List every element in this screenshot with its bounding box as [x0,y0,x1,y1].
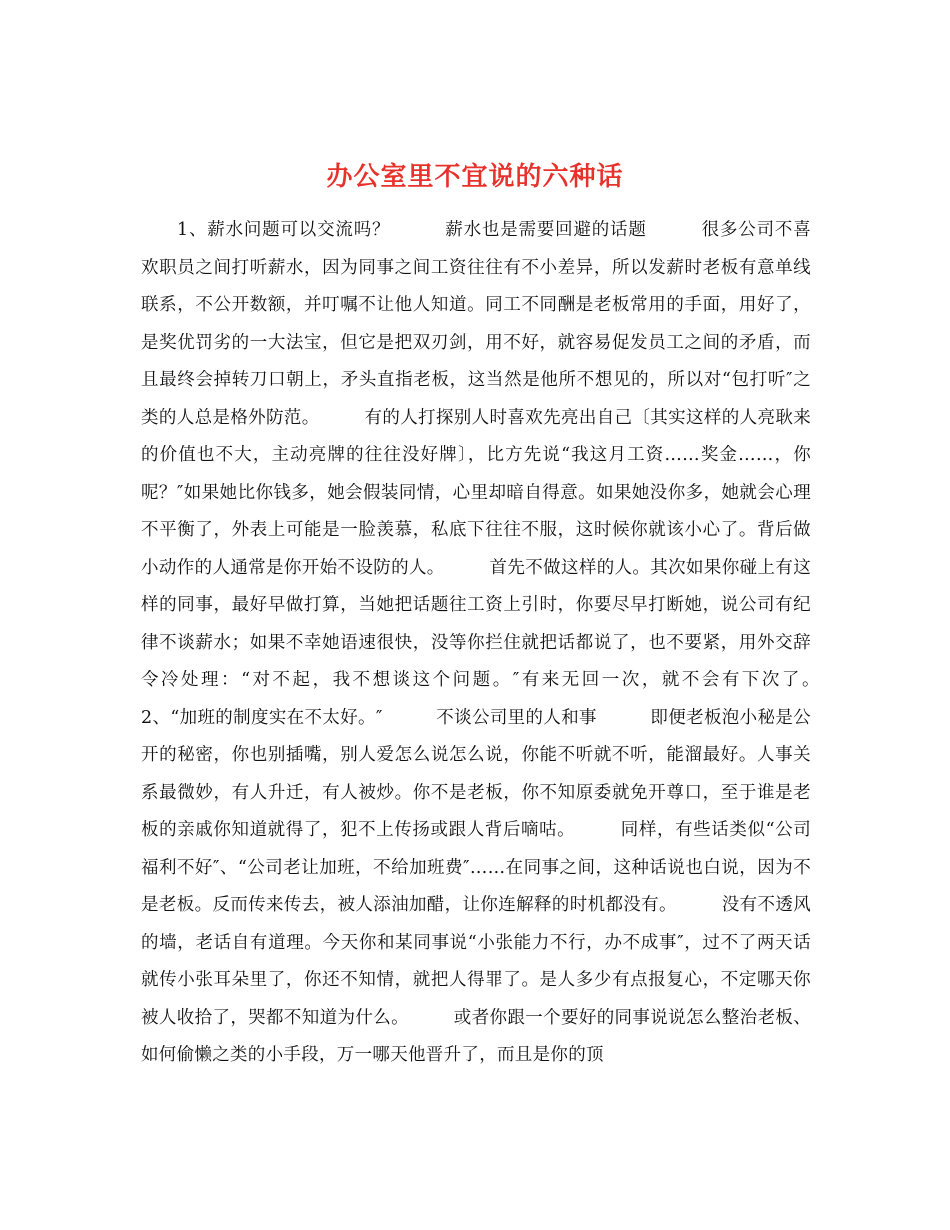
document-title: 办公室里不宜说的六种话 [326,162,624,193]
document-body: 1、薪水问题可以交流吗？ 薪水也是需要回避的话题 很多公司不喜欢职员之间打听薪水，因为同事之间工资往往有不小差异，所以发薪时老板有意单线联系，不公开数额，并叮嘱不让他人知道。同工不同酬是老板常用的手面，用好了，是奖优罚劣的一大法宝，但它是把双刃剑，用不好，就容易促发员工之间的矛盾，而且最终会掉转刀口朝上，矛头直指老板，这当然是他所不想见的，所以对“包打听″之类的人总是格外防范。 有的人打探别人时喜欢先亮出自己〔其实这样的人亮耿来的价值也不大，主动亮牌的往往没好牌〕，比方先说“我这月工资……奖金……，你呢？″如果她比你钱多，她会假装同情，心里却暗自得意。如果她没你多，她就会心理不平衡了，外表上可能是一脸羡慕，私底下往往不服，这时候你就该小心了。背后做小动作的人通常是你开始不设防的人。 首先不做这样的人。其次如果你碰上有这样的同事，最好早做打算，当她把话题往工资上引时，你要尽早打断她，说公司有纪律不谈薪水；如果不幸她语速很快，没等你拦住就把话都说了，也不要紧，用外交辞令冷处理：“对不起，我不想谈这个问题。″有来无回一次，就不会有下次了。 2、“加班的制度实在不太好。″ 不谈公司里的人和事 即便老板泡小秘是公开的秘密，你也别插嘴，别人爱怎么说怎么说，你能不听就不听，能溜最好。人事关系最微妙，有人升迁，有人被炒。你不是老板，你不知原委就免开尊口，至于谁是老板的亲戚你知道就得了，犯不上传扬或跟人背后嘀咕。 同样，有些话类似“公司福利不好″、“公司老让加班，不给加班费″……在同事之间，这种话说也白说，因为不是老板。反而传来传去，被人添油加醋，让你连解释的时机都没有。 没有不透风的墙，老话自有道理。今天你和某同事说“小张能力不行，办不成事″，过不了两天话就传小张耳朵里了，你还不知情，就把人得罪了。是人多少有点报复心，不定哪天你被人收拾了，哭都不知道为什么。 或者你跟一个要好的同事说说怎么整治老板、如何偷懒之类的小手段，万一哪天他晋升了，而且是你的顶 [141,220,865,1065]
